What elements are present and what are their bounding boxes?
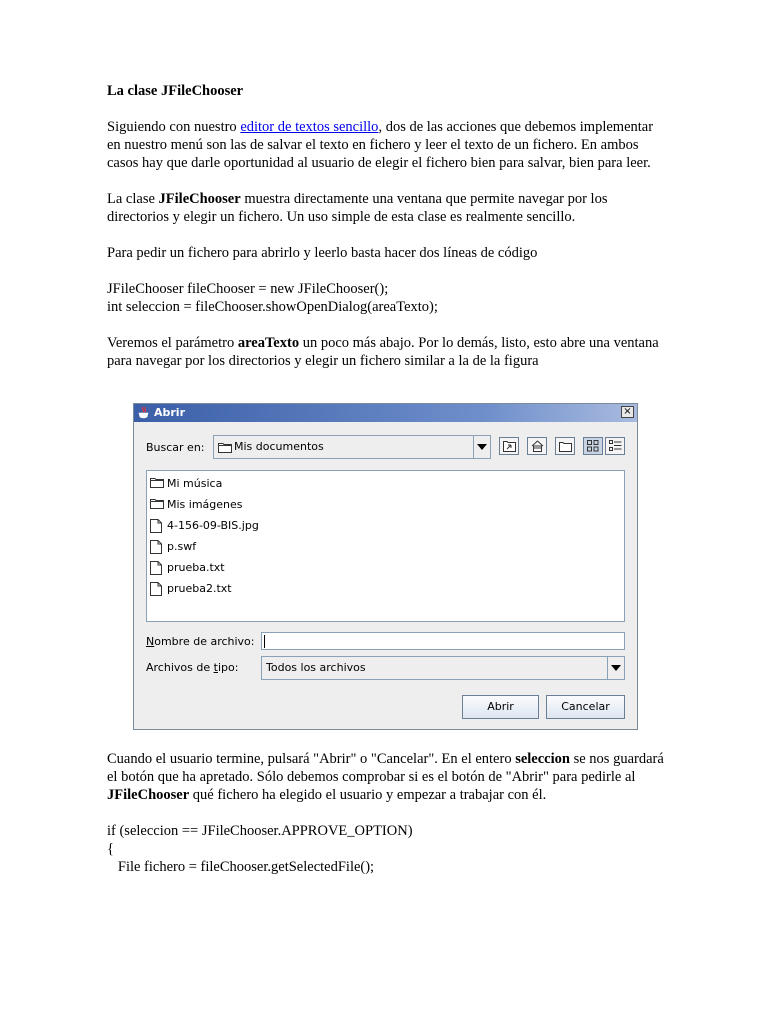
doc-title: La clase JFileChooser xyxy=(107,83,244,99)
file-icon xyxy=(150,582,162,596)
paragraph-result xyxy=(107,750,667,804)
text: , dos de las acciones que debemos implementar en nuestro menú son las de salvar el texto en fichero y leer el texto de un fichero. En ambos casos hay que darle oportunidad al usuario de elegir el fichero bien para salvar, bien para leer. xyxy=(107,119,654,171)
chevron-down-icon[interactable] xyxy=(473,436,490,458)
filetype-combo[interactable] xyxy=(261,656,625,680)
home-icon xyxy=(531,440,544,452)
text-caret xyxy=(264,635,265,648)
file-name: Mis imágenes xyxy=(167,498,243,511)
editor-link[interactable]: editor de textos sencillo xyxy=(240,119,379,135)
bold-term: seleccion xyxy=(515,751,570,767)
code-line: int seleccion = fileChooser.showOpenDialog(areaTexto); xyxy=(107,299,438,315)
open-button[interactable]: Abrir xyxy=(462,695,539,719)
text: se nos guardará el botón que ha apretado. Sólo debemos comprobar si es el botón de "Abrir" para pedirle al xyxy=(107,751,664,785)
file-list[interactable] xyxy=(146,470,625,622)
text: Cuando el usuario termine, pulsará "Abrir" o "Cancelar". En el entero xyxy=(107,751,516,767)
file-name: Mi música xyxy=(167,477,223,490)
list-view-button[interactable] xyxy=(583,437,603,455)
filename-field[interactable] xyxy=(261,632,625,650)
folder-icon xyxy=(150,477,164,488)
text: un poco más abajo. Por lo demás, listo, esto abre una ventana para navegar por los directorios y elegir un fichero similar a la de la figura xyxy=(107,335,659,369)
mnemonic: t xyxy=(213,661,218,674)
code-line: JFileChooser fileChooser = new JFileChooser(); xyxy=(107,281,389,297)
paragraph-param xyxy=(107,334,667,370)
code-block-1 xyxy=(107,280,667,316)
details-view-icon xyxy=(609,440,622,452)
document-body xyxy=(107,82,667,388)
close-button[interactable]: × xyxy=(621,406,634,418)
file-name: prueba.txt xyxy=(167,561,225,574)
file-name: prueba2.txt xyxy=(167,582,232,595)
look-in-value: Mis documentos xyxy=(234,440,324,453)
text: muestra directamente una ventana que permite navegar por los directorios y elegir un fichero. Un uso simple de esta clase es realmente sencillo. xyxy=(107,191,608,225)
folder-icon xyxy=(150,498,164,509)
file-icon xyxy=(150,561,162,575)
look-in-label: Buscar en: xyxy=(146,441,205,454)
filename-label xyxy=(146,635,255,648)
paragraph-intro xyxy=(107,118,667,172)
look-in-combo[interactable] xyxy=(213,435,491,459)
text: qué fichero ha elegido el usuario y empezar a trabajar con él. xyxy=(189,787,547,803)
code-line: if (seleccion == JFileChooser.APPROVE_OPTION) xyxy=(107,823,413,839)
text: ombre de archivo: xyxy=(154,635,255,648)
new-folder-button[interactable] xyxy=(555,437,575,455)
code-line: { xyxy=(107,841,114,857)
text: ipo: xyxy=(217,661,239,674)
file-icon xyxy=(150,540,162,554)
document-body-continued xyxy=(107,750,667,894)
code-line: File fichero = fileChooser.getSelectedFile(); xyxy=(107,859,375,875)
cancel-button[interactable]: Cancelar xyxy=(546,695,625,719)
mnemonic: N xyxy=(146,635,155,648)
file-icon xyxy=(150,519,162,533)
file-name: 4-156-09-BIS.jpg xyxy=(167,519,259,532)
details-view-button[interactable] xyxy=(605,437,625,455)
file-name: p.swf xyxy=(167,540,197,553)
chevron-down-icon[interactable] xyxy=(607,657,624,679)
code-block-2 xyxy=(107,822,667,876)
folder-icon xyxy=(218,442,232,453)
text: Veremos el parámetro xyxy=(107,335,238,351)
paragraph-class xyxy=(107,190,667,226)
filetype-label xyxy=(146,661,238,674)
filetype-value: Todos los archivos xyxy=(266,661,366,674)
up-one-level-button[interactable] xyxy=(499,437,519,455)
paragraph-howto: Para pedir un fichero para abrirlo y leerlo basta hacer dos líneas de código xyxy=(107,245,538,261)
up-folder-icon xyxy=(503,440,516,452)
text: Archivos de xyxy=(146,661,214,674)
bold-term: JFileChooser xyxy=(158,191,241,207)
bold-term: JFileChooser xyxy=(107,787,190,803)
list-view-icon xyxy=(587,440,600,452)
java-cup-icon xyxy=(138,406,150,419)
home-button[interactable] xyxy=(527,437,547,455)
dialog-titlebar xyxy=(134,404,637,422)
file-chooser-dialog xyxy=(133,403,638,730)
text: La clase xyxy=(107,191,159,207)
text: Siguiendo con nuestro xyxy=(107,119,241,135)
bold-term: areaTexto xyxy=(237,335,300,351)
filename-input[interactable] xyxy=(262,633,624,649)
dialog-title: Abrir xyxy=(154,406,186,419)
new-folder-icon xyxy=(559,440,572,452)
